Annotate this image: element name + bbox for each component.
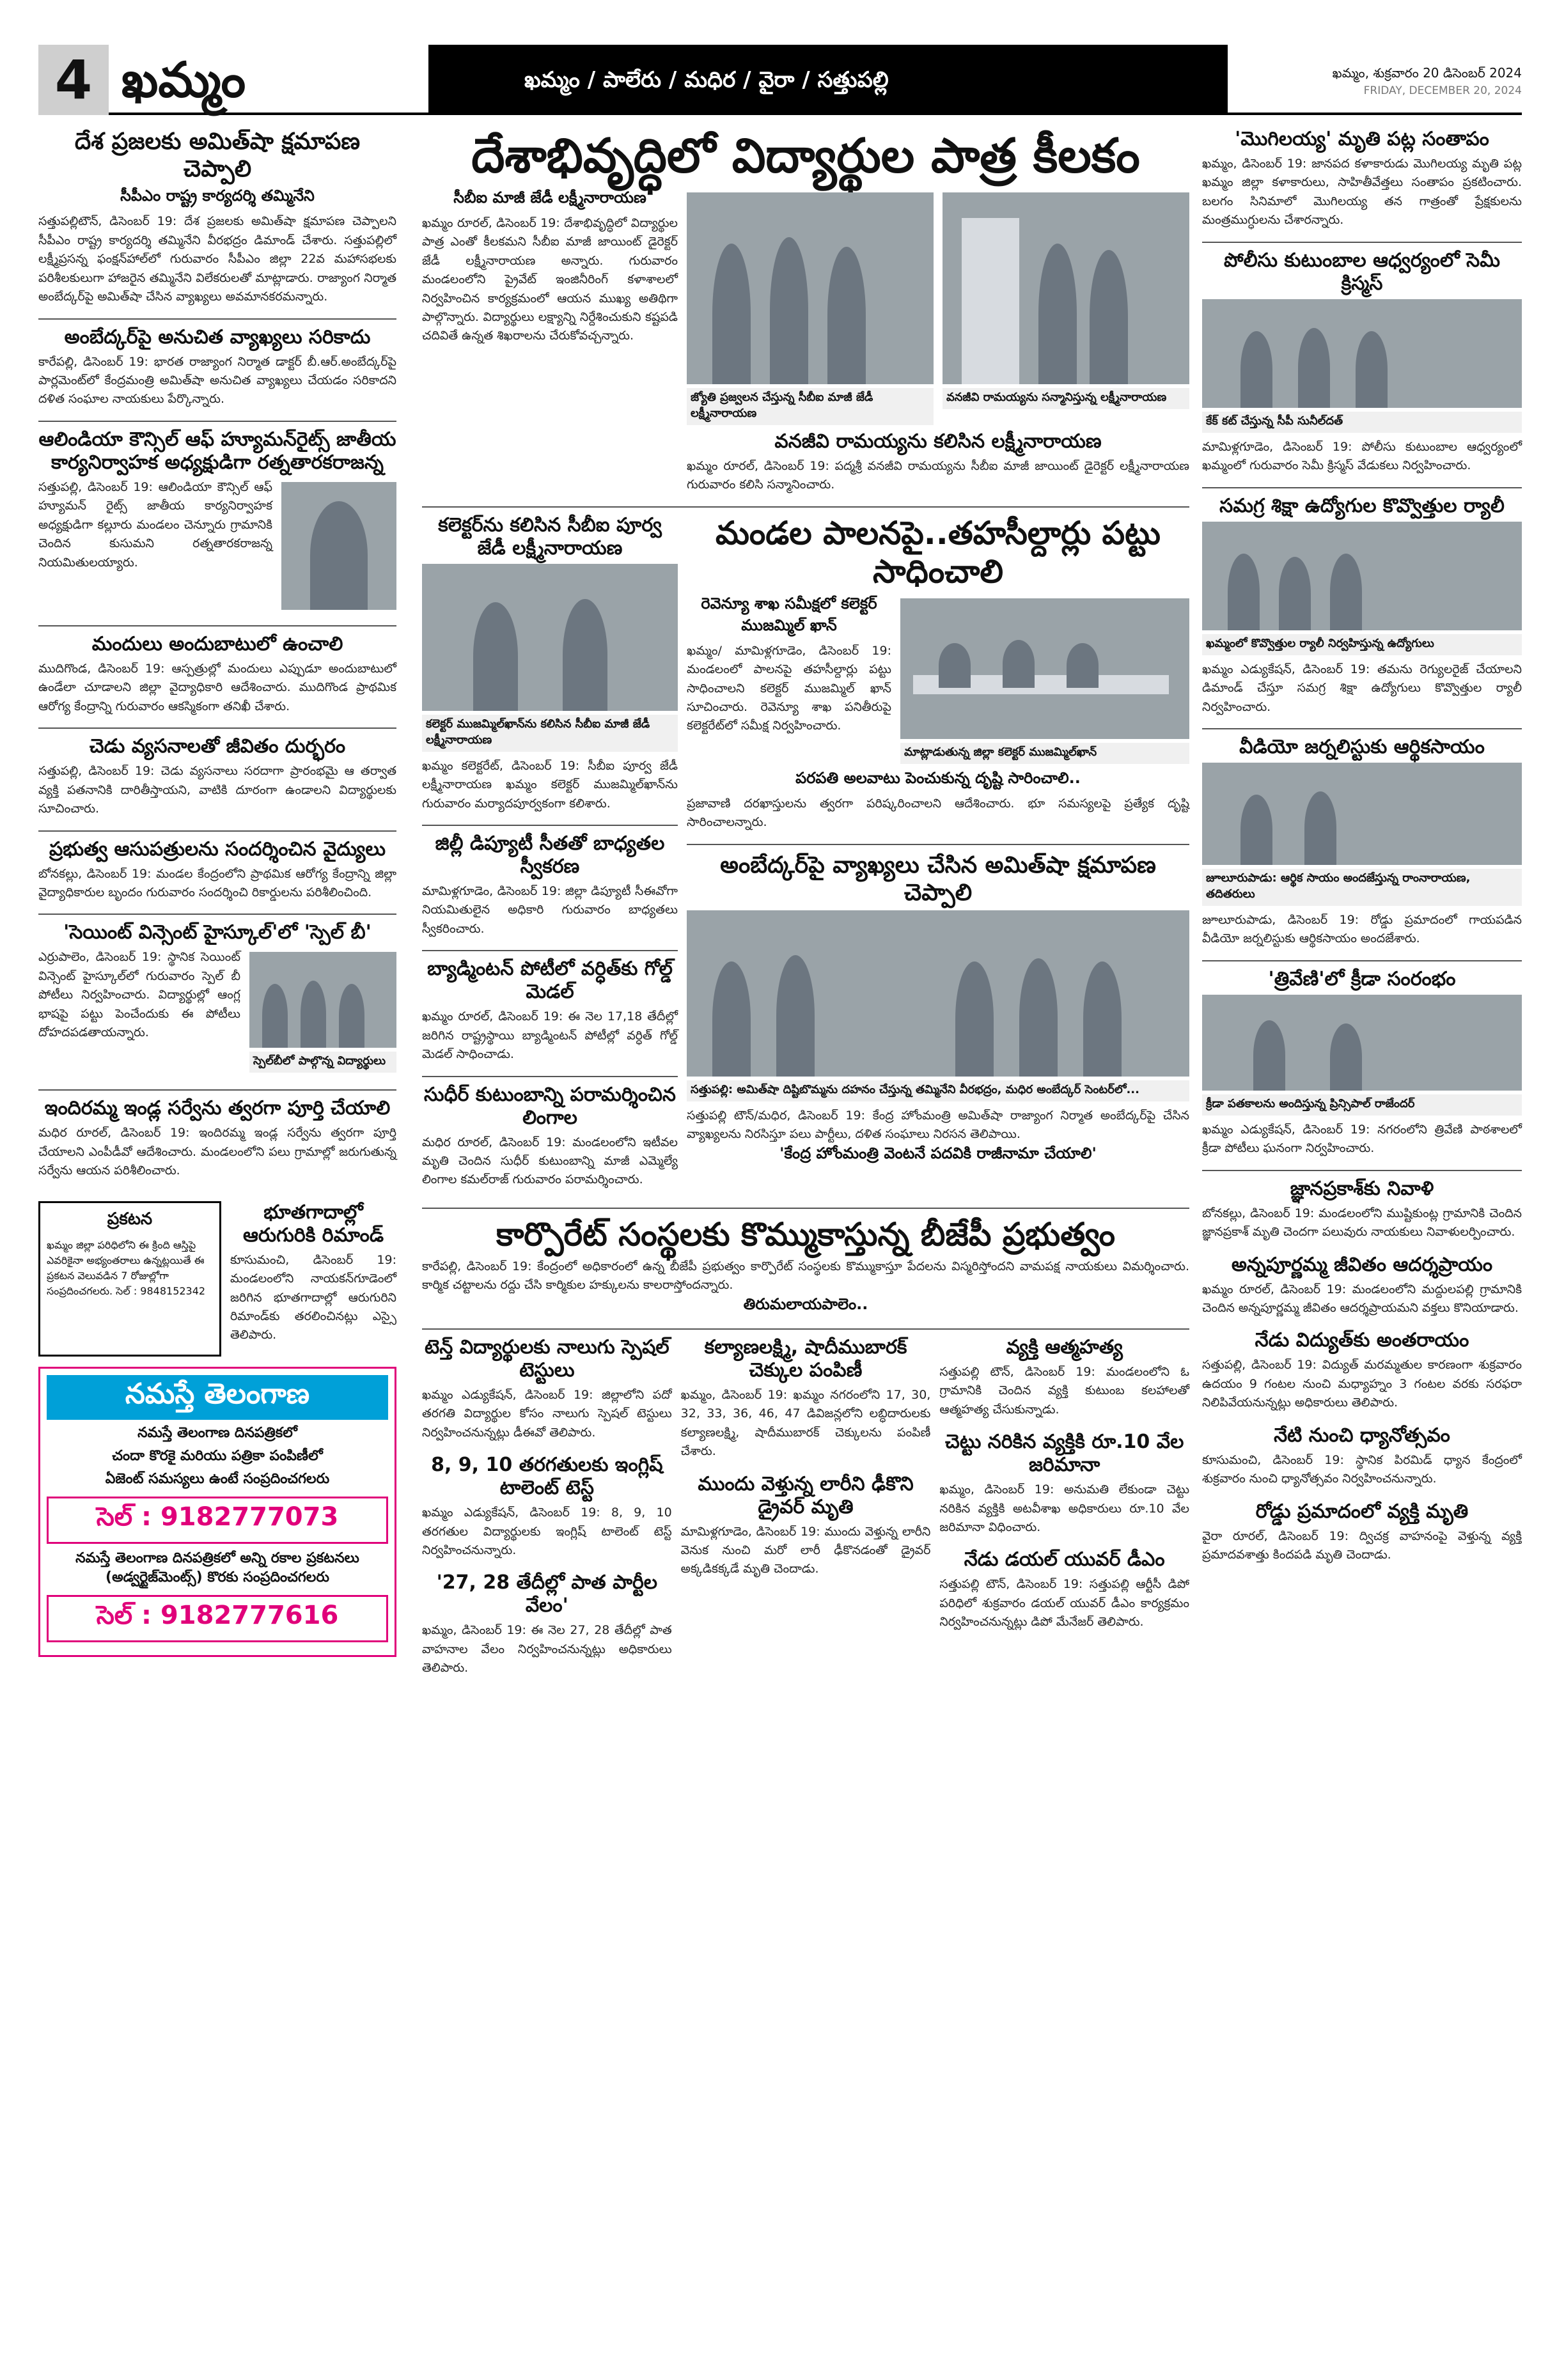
middle-column — [422, 128, 1189, 1690]
divider — [422, 506, 1189, 508]
ad-phone: సెల్ : 9182777073 — [47, 1497, 388, 1544]
story-tenth-tests — [422, 1336, 672, 1442]
story-body: ఖమ్మం ఎడ్యుకేషన్, డిసెంబర్ 19: నగరంలోని త్రివేణి పాఠశాలలో క్రీడా పోటీలు ఘనంగా నిర్వహించారు. — [1202, 1122, 1522, 1156]
story-body: ఖమ్మం ఎడ్యుకేషన్, డిసెంబర్ 19: తమను రెగ్యులరైజ్ చేయాలని డిమాండ్ చేస్తూ సమగ్ర శిక్షా ఉద్యోగులు కొవ్వొత్తుల ర్యాలీ నిర్వహించారు. — [1202, 662, 1522, 714]
story-body: ఖమ్మం, డిసెంబర్ 19: ఈ నెల 27, 28 తేదీల్లో పాత వాహనాల వేలం నిర్వహించనున్నట్లు అధికారులు తెలిపారు. — [422, 1623, 672, 1676]
sports-photo — [1202, 995, 1522, 1091]
story-body: వైరా రూరల్, డిసెంబర్ 19: ద్విచక్ర వాహనంపై వెళ్తున్న వ్యక్తి ప్రమాదవశాత్తు కిందపడి మృతి చెందాడు. — [1202, 1528, 1522, 1562]
headline: వనజీవి రామయ్యను కలిసిన లక్ష్మీనారాయణ — [774, 430, 1102, 453]
photo-caption: కలెక్టర్ ముజమ్మిల్‌ఖాన్‌ను కలిసిన సీబీఐ మాజీ జేడీ లక్ష్మీనారాయణ — [422, 715, 678, 752]
story-body: ఖమ్మం రూరల్, డిసెంబర్ 19: దేశాభివృద్ధిలో విద్యార్థుల పాత్ర ఎంతో కీలకమని సీబీఐ మాజీ జాయింట్ డైరెక్టర్ జేడీ లక్ష్మీనారాయణ అన్నారు. గురువారం మండలంలోని ప్రైవేట్ ఇంజినీరింగ్ కళాశాలలో నిర్వహించిన కార్యక్రమంలో ఆయన ముఖ్య అతిథిగా పాల్గొన్నారు. విద్యార్థులు లక్ష్యాన్ని నిర్దేశించుకుని కష్టపడి చదివితే ఉన్నత శిఖరాలను చేరుకోవచ్చన్నారు. — [422, 215, 678, 343]
story-remand — [230, 1201, 396, 1345]
masthead — [38, 45, 1522, 115]
story-body: సత్తుపల్లి టౌన్/మధిర, డిసెంబర్ 19: కేంద్ర హోంమంత్రి అమిత్‌షా రాజ్యాంగ నిర్మాత అంబేద్కర్‌పై చేసిన వ్యాఖ్యలను నిరసిస్తూ పలు పార్టీలు, దళిత సంఘాలు నిరసన తెలిపాయి. — [687, 1108, 1189, 1142]
headline: 8, 9, 10 తరగతులకు ఇంగ్లిష్ టాలెంట్ టెస్ట్ — [431, 1454, 663, 1500]
headline: కల్యాణలక్ష్మి, షాదీముబారక్ చెక్కుల పంపిణీ — [704, 1335, 907, 1381]
notice-body: ఖమ్మం జిల్లా పరిధిలోని ఈ క్రింది ఆస్తిపై ఎవరికైనా అభ్యంతరాలు ఉన్నట్లయితే ఈ ప్రకటన వెలువడిన 7 రోజుల్లోగా సంప్రదించగలరు. సెల్ : 9848152342 — [47, 1238, 206, 1297]
story-meditation — [1202, 1424, 1522, 1489]
subheading: 'కేంద్ర హోంమంత్రి వెంటనే పదవికి రాజీనామా చేయాలి' — [779, 1144, 1097, 1162]
page-number: 4 — [38, 45, 109, 115]
story-journalist-aid — [1202, 736, 1522, 949]
rally-photo — [1202, 522, 1522, 630]
headline: చెడు వ్యసనాలతో జీవితం దుర్భరం — [89, 735, 346, 758]
story-amitshah-protest — [687, 852, 1189, 1166]
story-body: సత్తుపల్లి టౌన్, డిసెంబర్ 19: మండలంలోని ఓ గ్రామానికి చెందిన వ్యక్తి కుటుంబ కలహాలతో ఆత్మహత్య చేసుకున్నాడు. — [939, 1364, 1190, 1417]
story-body: కారేపల్లి, డిసెంబర్ 19: భారత రాజ్యాంగ నిర్మాత డాక్టర్ బీ.ఆర్.అంబేద్కర్‌పై పార్లమెంట్‌లో కేంద్రమంత్రి అమిత్‌షా అనుచిత వ్యాఖ్యలు చేయడం సరికాదని దళిత సంఘాల నాయకులు పేర్కొన్నారు. — [38, 354, 396, 407]
story-body: మామిళ్లగూడెం, డిసెంబర్ 19: ముందు వెళ్తున్న లారీని వెనుక నుంచి మరో లారీ ఢీకొనడంతో డ్రైవర్ అక్కడికక్కడే మృతి చెందాడు. — [680, 1524, 931, 1576]
divider — [422, 1076, 678, 1077]
story-body: ఖమ్మం ఎడ్యుకేషన్, డిసెంబర్ 19: జిల్లాలోని పదో తరగతి విద్యార్థుల కోసం నాలుగు స్పెషల్ టెస్టులు నిర్వహించనున్నట్లు డీఈవో తెలిపారు. — [422, 1387, 672, 1440]
photo-caption: వనజీవి రామయ్యను సన్మానిస్తున్న లక్ష్మీనారాయణ — [943, 388, 1189, 409]
headline: జిల్లీ డిప్యూటీ సీతతో బాధ్యతల స్వీకరణ — [435, 832, 665, 878]
story-body: మామిళ్లగూడెం, డిసెంబర్ 19: పోలీసు కుటుంబాల ఆధ్వర్యంలో ఖమ్మంలో గురువారం సెమీ క్రిస్మస్ వేడుకలు నిర్వహించారు. — [1202, 439, 1522, 473]
headline: '27, 28 తేదీల్లో పాత పార్టీల వేలం' — [436, 1571, 658, 1617]
kicker: రెవెన్యూ శాఖ సమీక్షలో కలెక్టర్ ముజమ్మిల్ ఖాన్ — [701, 594, 877, 634]
story-body: ఖమ్మం రూరల్, డిసెంబర్ 19: మండలంలోని మద్దులపల్లి గ్రామానికి చెందిన అన్నపూర్ణమ్మ జీవితం ఆదర్శప్రాయమని వక్తలు కొనియాడారు. — [1202, 1282, 1522, 1315]
photo-caption: జూలూరుపాడు: ఆర్థిక సాయం అందజేస్తున్న రాంనారాయణ, తదితరులు — [1202, 869, 1522, 906]
lead-headline: దేశాభివృద్ధిలో విద్యార్థుల పాత్ర కీలకం — [471, 128, 1140, 183]
headline: మండల పాలనపై..తహసీల్దార్లు పట్టు సాధించాలి — [715, 514, 1161, 590]
lamp-lighting-photo — [687, 192, 934, 384]
section-name: ఖమ్మం — [121, 51, 246, 108]
divider — [38, 830, 396, 832]
story-lorry-accident — [681, 1473, 931, 1579]
divider — [38, 1089, 396, 1091]
story-body: సత్తుపల్లిటౌన్, డిసెంబర్ 19: దేశ ప్రజలకు అమిత్‌షా క్షమాపణ చెప్పాలని సీపీఎం రాష్ట్ర కార్యదర్శి తమ్మినేని వీరభద్రం డిమాండ్ చేశారు. సత్తుపల్లిలో లక్ష్మీప్రసన్న ఫంక్షన్‌హాల్‌లో గురువారం సీపీఎం జిల్లా 22వ మహాసభలకు పరిశీలకులుగా హాజరైన తమ్మినేని విలేకరులతో మాట్లాడారు. రాజ్యాంగ నిర్మాత అంబేద్కర్‌పై అమిత్‌షా చేసిన వ్యాఖ్యలు అవమానకరమన్నారు. — [38, 214, 396, 304]
story-body: ఖమ్మం ఎడ్యుకేషన్, డిసెంబర్ 19: 8, 9, 10 తరగతుల విద్యార్థులకు ఇంగ్లిష్ టాలెంట్ టెస్ట్ నిర్వహించనున్నారు. — [422, 1505, 672, 1557]
left-column — [38, 128, 396, 1657]
headline: చెట్టు నరికిన వ్యక్తికి రూ.10 వేల జరిమానా — [945, 1431, 1184, 1477]
kicker: సీపీఎం రాష్ట్ర కార్యదర్శి తమ్మినేని — [120, 187, 315, 205]
story-tree-fine — [939, 1431, 1189, 1537]
dateline — [1333, 64, 1522, 100]
story-ambedkar-remarks — [38, 326, 396, 409]
divider — [38, 914, 396, 915]
headline: సమగ్ర శిక్షా ఉద్యోగుల కొవ్వొత్తుల ర్యాలీ — [1219, 494, 1505, 517]
story-indiramma-survey — [38, 1097, 396, 1180]
story-body: ఎర్రుపాలెం, డిసెంబర్ 19: స్థానిక సెయింట్ విన్సెంట్ హైస్కూల్‌లో గురువారం స్పెల్ బీ పోటీలు నిర్వహించారు. విద్యార్థుల్లో ఆంగ్ల భాషపై పట్టు పెంచేందుకు ఈ పోటీలు దోహదపడతాయన్నారు. — [38, 950, 240, 1040]
headline: ముందు వెళ్తున్న లారీని ఢీకొని డ్రైవర్ మృతి — [698, 1472, 914, 1518]
divider — [38, 625, 396, 626]
divider — [1202, 728, 1522, 729]
public-notice — [38, 1201, 221, 1357]
story-addictions — [38, 735, 396, 818]
headline: 'మొగిలయ్య' మృతి పట్ల సంతాపం — [1235, 128, 1489, 150]
story-body: మధిర రూరల్, డిసెంబర్ 19: ఇందిరమ్మ ఇండ్ల సర్వేను త్వరగా పూర్తి చేయాలని ఎంపీడీవో ఆదేశించారు. మండలంలోని పలు గ్రామాల్లో జరుగుతున్న సర్వేను ఆయన పరిశీలించారు. — [38, 1126, 396, 1178]
headline: వీడియో జర్నలిస్టుకు ఆర్థికసాయం — [1239, 735, 1485, 758]
ad-phone: సెల్ : 9182777616 — [47, 1595, 388, 1642]
story-body: బోనకల్లు, డిసెంబర్ 19: మండలంలోని ముష్టికుంట్ల గ్రామానికి చెందిన జ్ఞానప్రకాశ్ మృతి చెందగా పలువురు నాయకులు నివాళులర్పించారు. — [1202, 1206, 1522, 1240]
story-body: కూసుమంచి, డిసెంబర్ 19: స్థానిక పిరమిడ్ ధ్యాన కేంద్రంలో శుక్రవారం నుంచి ధ్యానోత్సవం నిర్వహించనున్నారు. — [1202, 1452, 1522, 1486]
headline: ఇందిరమ్మ ఇండ్ల సర్వేను త్వరగా పూర్తి చేయాలి — [44, 1097, 391, 1120]
divider — [422, 1208, 1189, 1209]
story-body: కూసుమంచి, డిసెంబర్ 19: మండలంలోని నాయకన్‌గూడెంలో జరిగిన భూతగాదాల్లో ఆరుగురిని రిమాండ్‌కు తరలించినట్లు ఎస్సై తెలిపారు. — [230, 1252, 396, 1342]
headline: జ్ఞానప్రకాశ్‌కు నివాళి — [1290, 1177, 1434, 1200]
headline: కార్పొరేట్ సంస్థలకు కొమ్ముకాస్తున్న బీజేపీ ప్రభుత్వం — [496, 1215, 1116, 1253]
right-column — [1202, 128, 1522, 1576]
namaste-telangana-ad — [38, 1367, 396, 1657]
divider — [422, 950, 678, 951]
headline: నేటి నుంచి ధ్యానోత్సవం — [1274, 1424, 1450, 1447]
divider — [38, 421, 396, 422]
story-body: ఖమ్మం రూరల్, డిసెంబర్ 19: ఈ నెల 17,18 తేదీల్లో జరిగిన రాష్ట్రస్థాయి బ్యాడ్మింటన్ పోటీల్లో వర్ధిత్ గోల్డ్ మెడల్ సాధించాడు. — [422, 1009, 678, 1062]
towns-bar: ఖమ్మం / పాలేరు / మధిర / వైరా / సత్తుపల్లి — [428, 45, 1228, 115]
story-spell-bee — [38, 921, 396, 1078]
story-kalyana-lakshmi — [681, 1336, 931, 1461]
story-semi-christmas — [1202, 249, 1522, 476]
photo-caption: జ్యోతి ప్రజ్వలన చేస్తున్న సీబీఐ మాజీ జేడీ లక్ష్మీనారాయణ — [687, 388, 934, 425]
headline: పోలీసు కుటుంబాల ఆధ్వర్యంలో సెమీ క్రిస్మస్ — [1224, 249, 1500, 295]
headline: వ్యక్తి ఆత్మహత్య — [1006, 1335, 1123, 1358]
story-body: ఖమ్మం రూరల్, డిసెంబర్ 19: పద్మశ్రీ వనజీవి రామయ్యను సీబీఐ మాజీ జాయింట్ డైరెక్టర్ లక్ష్మీనారాయణ గురువారం కలిసి సన్మానించారు. — [687, 458, 1189, 492]
date-english: FRIDAY, DECEMBER 20, 2024 — [1363, 84, 1522, 97]
story-body: సత్తుపల్లి, డిసెంబర్ 19: విద్యుత్ మరమ్మతుల కారణంగా శుక్రవారం ఉదయం 9 గంటల నుంచి మధ్యాహ్నం 3 గంటల వరకు సరఫరా నిలిపివేయనున్నట్లు అధికారులు తెలిపారు. — [1202, 1358, 1522, 1410]
divider — [1202, 242, 1522, 243]
collector-photo — [422, 564, 678, 711]
story-badminton — [422, 958, 678, 1064]
divider — [1202, 1170, 1522, 1171]
story-medicines — [38, 633, 396, 716]
story-candle-rally — [1202, 495, 1522, 717]
notice-title: ప్రకటన — [107, 1209, 153, 1229]
headline: మందులు అందుబాటులో ఉంచాలి — [91, 632, 343, 655]
headline: 'త్రివేణి'లో క్రీడా సంరంభం — [1268, 967, 1456, 990]
story-body: ఖమ్మం/ మామిళ్లగూడెం, డిసెంబర్ 19: మండలంలో పాలనపై తహసీల్దార్లు పట్టు సాధించాలని కలెక్టర్ ముజమ్మిల్ ఖాన్ సూచించారు. రెవెన్యూ శాఖ పనితీరుపై కలెక్టరేట్‌లో సమీక్ష నిర్వహించారు. — [687, 643, 891, 733]
headline: నేడు విద్యుత్‌కు అంతరాయం — [1255, 1329, 1469, 1352]
christmas-photo — [1202, 299, 1522, 408]
story-body: ముదిగొండ, డిసెంబర్ 19: ఆస్పత్రుల్లో మందులు ఎప్పుడూ అందుబాటులో ఉండేలా చూడాలని జిల్లా వైద్యాధికారి ఆదేశించారు. ముదిగొండ ప్రాథమిక ఆరోగ్య కేంద్రాన్ని గురువారం ఆకస్మికంగా తనిఖీ చేశారు. — [38, 661, 396, 713]
photo-caption: స్పెల్‌బీలో పాల్గొన్న విద్యార్థులు — [249, 1052, 396, 1073]
photo-caption: సత్తుపల్లి: అమిత్‌షా దిష్టిబొమ్మను దహనం చేస్తున్న తమ్మినేని వీరభద్రం, మధిర అంబేద్కర్ సెంటర్‌లో... — [687, 1080, 1189, 1101]
divider — [687, 844, 1189, 845]
story-body: సత్తుపల్లి, డిసెంబర్ 19: ఆలిండియా కౌన్సిల్ ఆఫ్ హ్యూమన్ రైట్స్ జాతీయ కార్యనిర్వాహక అధ్యక్షుడిగా కల్లూరు మండలం చెన్నూరు గ్రామానికి చెందిన కుసుమని రత్నతారకరాజన్న నియమితులయ్యారు. — [38, 479, 272, 570]
story-body: ఖమ్మం, డిసెంబర్ 19: ఖమ్మం నగరంలోని 17, 30, 32, 33, 36, 46, 47 డివిజన్లలోని లబ్ధిదారులకు కల్యాణలక్ష్మి, షాదీముబారక్ చెక్కులను పంపిణీ చేశారు. — [680, 1387, 931, 1459]
story-mandal-admin — [687, 514, 1189, 832]
headline: నేడు డయల్ యువర్ డీఎం — [964, 1548, 1165, 1571]
headline: సుధీర్ కుటుంబాన్ని పరామర్శించిన లింగాల — [424, 1083, 676, 1129]
headline: ఆలిండియా కౌన్సిల్ ఆఫ్ హ్యూమన్‌రైట్స్ జాతీయ కార్యనిర్వాహక అధ్యక్షుడిగా రత్నతారకరాజన్న — [38, 428, 396, 474]
story-tribute — [1202, 1178, 1522, 1242]
divider — [38, 318, 396, 320]
story-road-accident — [1202, 1500, 1522, 1565]
story-body: కారేపల్లి, డిసెంబర్ 19: కేంద్రంలో అధికారంలో ఉన్న బీజేపీ ప్రభుత్వం కార్పొరేట్ సంస్థలకు కొమ్ముకాస్తూ పేదలను విస్మరిస్తోందని వామపక్ష నాయకులు విమర్శించారు. కార్మిక చట్టాలను రద్దు చేసి కార్మికుల హక్కులను కాలరాస్తోందన్నారు. — [422, 1259, 1189, 1293]
story-auction — [422, 1571, 672, 1677]
headline: రోడ్డు ప్రమాదంలో వ్యక్తి మృతి — [1255, 1500, 1469, 1523]
headline: అంబేద్కర్‌పై వ్యాఖ్యలు చేసిన అమిత్‌షా క్షమాపణ చెప్పాలి — [720, 852, 1156, 906]
headline: కలెక్టర్‌ను కలిసిన సీబీఐ పూర్వ జేడీ లక్ష్మీనారాయణ — [438, 513, 662, 559]
headline: దేశ ప్రజలకు అమిత్‌షా క్షమాపణ చెప్పాలి — [74, 128, 361, 183]
story-body: ప్రజావాణి దరఖాస్తులను త్వరగా పరిష్కరించాలని ఆదేశించారు. భూ సమస్యలపై ప్రత్యేక దృష్టి సారించాలన్నారు. — [687, 796, 1189, 830]
story-amitshah-apology — [38, 128, 396, 307]
photo-caption: మాట్లాడుతున్న జిల్లా కలెక్టర్ ముజమ్మిల్‌ఖాన్ — [900, 743, 1189, 764]
felicitation-photo — [943, 192, 1189, 384]
headline: బ్యాడ్మింటన్ పోటీలో వర్ధిత్‌కు గోల్డ్ మెడల్ — [427, 958, 673, 1004]
story-triveni-sports — [1202, 968, 1522, 1158]
subheading: పరపతి అలవాటు పెంచుకున్న దృష్టి సారించాలి.. — [795, 768, 1081, 787]
protest-photo — [687, 910, 1189, 1077]
headline: ప్రభుత్వ ఆసుపత్రులను సందర్శించిన వైద్యులు — [49, 837, 386, 860]
headline: భూతగాదాల్లో ఆరుగురికి రిమాండ్ — [242, 1201, 384, 1247]
ad-line: చందా కొరకై మరియు పత్రికా పంపిణీలో — [112, 1447, 323, 1464]
story-power-cut — [1202, 1329, 1522, 1412]
story-body: మధిర రూరల్, డిసెంబర్ 19: మండలంలోని ఇటీవల మృతి చెందిన సుధీర్ కుటుంబాన్ని మాజీ ఎమ్మెల్యే లింగాల కమల్‌రాజ్ గురువారం పరామర్శించారు. — [422, 1135, 678, 1187]
story-collector-meet — [422, 514, 678, 813]
story-lingala-visit — [422, 1084, 678, 1190]
story-body: బోనకల్లు, డిసెంబర్ 19: మండల కేంద్రంలోని ప్రాథమిక ఆరోగ్య కేంద్రాన్ని జిల్లా వైద్యాధికారుల బృందం గురువారం సందర్శించి రికార్డులను పరిశీలించింది. — [38, 866, 396, 899]
ad-line: ఏజెంట్ సమస్యలు ఉంటే సంప్రదించగలరు — [105, 1470, 330, 1487]
nt-logo: నమస్తే తెలంగాణ — [47, 1375, 388, 1420]
ad-line: నమస్తే తెలంగాణ దినపత్రికలో — [137, 1424, 297, 1441]
story-body: సత్తుపల్లి, డిసెంబర్ 19: చెడు వ్యసనాలు సరదాగా ప్రారంభమై ఆ తర్వాత వ్యక్తి పతనానికి దారితీస్తాయని, వాటికి దూరంగా ఉండాలని విద్యార్థులకు సూచించారు. — [38, 764, 396, 816]
photo-caption: కేక్ కట్ చేస్తున్న సీపీ సునీల్‌దత్ — [1202, 412, 1522, 433]
headline: 'సెయింట్ విన్సెంట్ హైస్కూల్'లో 'స్పెల్ బీ' — [63, 921, 372, 944]
story-suicide — [939, 1336, 1189, 1419]
headline: టెన్త్ విద్యార్థులకు నాలుగు స్పెషల్ టెస్టులు — [425, 1335, 669, 1381]
photo-caption: క్రీడా పతకాలను అందిస్తున్న ప్రిన్సిపాల్ రాజేందర్ — [1202, 1094, 1522, 1116]
story-body: ఖమ్మం, డిసెంబర్ 19: జానపద కళాకారుడు మొగిలయ్య మృతి పట్ల ఖమ్మం జిల్లా కళాకారులు, సాహితీవేత్తలు సంతాపం ప్రకటించారు. బలగం సినిమాలో మొగిలయ్య తన గాత్రంతో ప్రేక్షకులను మంత్రముగ్ధులను చేశారన్నారు. — [1202, 157, 1522, 228]
story-body: సత్తుపల్లి టౌన్, డిసెంబర్ 19: సత్తుపల్లి ఆర్టీసీ డిపో పరిధిలో శుక్రవారం డయల్ యువర్ డీఎం కార్యక్రమం నిర్వహించనున్నట్లు డిపో మేనేజర్ తెలిపారు. — [939, 1577, 1190, 1629]
story-hospital-visit — [38, 838, 396, 903]
headline: అంబేద్కర్‌పై అనుచిత వ్యాఖ్యలు సరికాదు — [64, 325, 371, 348]
students-photo — [249, 952, 396, 1048]
divider — [38, 727, 396, 729]
story-dial-dm — [939, 1548, 1189, 1631]
story-english-test — [422, 1454, 672, 1560]
story-annapurnamma — [1202, 1254, 1522, 1318]
divider — [422, 1328, 1189, 1330]
lead-story — [422, 128, 1189, 495]
story-corporate — [422, 1215, 1189, 1317]
meeting-photo — [900, 598, 1189, 739]
aid-photo — [1202, 763, 1522, 865]
divider — [422, 825, 678, 826]
ad-line: నమస్తే తెలంగాణ దినపత్రికలో అన్ని రకాల ప్రకటనలు (అడ్వర్టైజ్‌మెంట్స్) కొరకు సంప్రదించగలరు — [75, 1550, 359, 1585]
story-body: మామిళ్లగూడెం, డిసెంబర్ 19: జిల్లా డిప్యూటీ సీఈవోగా నియమితులైన అధికారి గురువారం బాధ్యతలు స్వీకరించారు. — [422, 883, 678, 936]
story-body: ఖమ్మం, డిసెంబర్ 19: అనుమతి లేకుండా చెట్టు నరికిన వ్యక్తికి అటవీశాఖ అధికారులు రూ.10 వేల జరిమానా విధించారు. — [939, 1482, 1190, 1534]
subheading: తిరుమలాయపాలెం.. — [743, 1295, 868, 1313]
story-body: జూలూరుపాడు, డిసెంబర్ 19: రోడ్డు ప్రమాదంలో గాయపడిన వీడియో జర్నలిస్టుకు ఆర్థికసాయం అందజేశారు. — [1202, 912, 1522, 946]
photo-caption: ఖమ్మంలో కొవ్వొత్తుల ర్యాలీ నిర్వహిస్తున్న ఉద్యోగులు — [1202, 634, 1522, 655]
portrait-photo — [281, 482, 396, 610]
story-body: ఖమ్మం కలెక్టరేట్, డిసెంబర్ 19: సీబీఐ పూర్వ జేడీ లక్ష్మీనారాయణ ఖమ్మం కలెక్టర్ ముజమ్మిల్‌ఖాన్‌ను గురువారం మర్యాదపూర్వకంగా కలిశారు. — [422, 758, 678, 811]
date-telugu: ఖమ్మం, శుక్రవారం 20 డిసెంబర్ 2024 — [1332, 65, 1522, 81]
story-human-rights — [38, 428, 396, 614]
headline: అన్నపూర్ణమ్మ జీవితం ఆదర్శప్రాయం — [1231, 1253, 1493, 1276]
story-mogilaiah — [1202, 128, 1522, 230]
kicker: సీబీఐ మాజీ జేడీ లక్ష్మీనారాయణ — [453, 188, 646, 206]
divider — [1202, 960, 1522, 961]
story-deputy-ceo — [422, 832, 678, 938]
divider — [1202, 487, 1522, 488]
